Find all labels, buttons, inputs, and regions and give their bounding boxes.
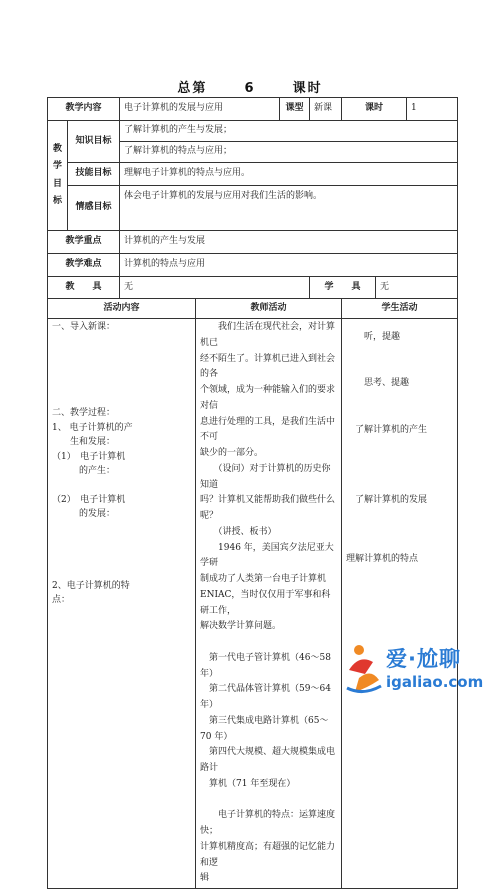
key-point-value: 计算机的产生与发展	[120, 231, 458, 254]
activity-line	[52, 392, 191, 406]
activity-line: 1、 电子计算机的产	[52, 422, 133, 433]
activity-line: 的产生：	[52, 465, 116, 476]
activity-line	[52, 521, 191, 535]
activity-line: 2、电子计算机的特	[52, 581, 130, 592]
difficulty-value: 计算机的特点与应用	[120, 254, 458, 277]
activity-line: （1） 电子计算机	[52, 451, 126, 462]
student-line: 了解计算机的产生	[346, 425, 428, 436]
student-line	[346, 472, 453, 484]
student-line	[346, 402, 453, 414]
activity-line	[52, 478, 191, 492]
teacher-line: 第四代大规模、超大规模集成电路计	[200, 747, 336, 773]
skill-value: 理解电子计算机的特点与应用。	[120, 163, 458, 186]
student-line	[346, 414, 453, 426]
skill-label: 技能目标	[68, 163, 120, 186]
tools-label: 教 具	[48, 277, 120, 299]
difficulty-label: 教学难点	[48, 254, 120, 277]
teacher-line: 辑	[200, 873, 210, 884]
emotion-blank	[120, 208, 458, 231]
activity-line	[52, 565, 191, 579]
activity-line	[52, 349, 191, 363]
teacher-line: 缺少的一部分。	[200, 448, 264, 458]
teacher-line: 我们生活在现代社会，对计算机已	[200, 322, 336, 348]
student-line	[346, 355, 453, 367]
teacher-line: 息进行处理的工具，是我们生活中不可	[200, 416, 336, 443]
emotion-label: 情感目标	[68, 186, 120, 231]
teacher-line: 制成功了人类第一台电子计算机	[200, 574, 327, 584]
activity-line: （2） 电子计算机	[52, 494, 126, 505]
type-label: 课型	[280, 98, 310, 121]
teacher-line: 电子计算机的特点：运算速度快；	[200, 810, 336, 836]
student-line	[346, 530, 453, 542]
student-activity	[342, 319, 458, 889]
knowledge-item-2: 了解计算机的特点与应用；	[120, 142, 458, 163]
student-tools-value: 无	[376, 277, 458, 299]
teacher-line: 经不陌生了。计算机已进入到社会的各	[200, 353, 336, 380]
student-line: 听，提趣	[346, 331, 401, 342]
knowledge-item-1: 了解计算机的产生与发展；	[120, 121, 458, 142]
teacher-line: 解决数学计算问题。	[200, 621, 282, 632]
student-line	[346, 320, 453, 332]
activity-line	[52, 363, 191, 377]
activity-line	[52, 378, 191, 392]
lesson-plan-table	[47, 97, 458, 889]
type-value: 新课	[310, 98, 342, 121]
student-tools-label: 学 具	[310, 277, 376, 299]
goals-group-label: 教 学 目 标	[48, 121, 68, 231]
activity-content	[48, 319, 196, 889]
teacher-line: 1946 年，美国宾夕法尼亚大学研	[200, 542, 334, 569]
teacher-line	[200, 635, 337, 651]
activity-header: 活动内容	[48, 299, 196, 319]
teacher-line: 算机（71 年至现在）	[200, 778, 296, 789]
student-line: 思考、提趣	[346, 378, 410, 389]
student-line: 了解计算机的发展	[346, 495, 428, 506]
activity-line: 的发展：	[52, 509, 116, 520]
student-line: 理解计算机的特点	[346, 553, 419, 564]
tools-value: 无	[120, 277, 310, 299]
activity-line: 一、导入新课：	[52, 322, 116, 332]
title-suffix: 课时	[292, 81, 323, 96]
student-line	[346, 367, 453, 379]
activity-line	[52, 334, 191, 348]
student-line	[346, 519, 453, 531]
student-line	[346, 565, 453, 577]
title-prefix: 总第	[177, 81, 208, 96]
emotion-value: 体会电子计算机的发展与应用对我们生活的影响。	[120, 186, 458, 208]
teacher-line: （讲授、板书）	[200, 526, 277, 537]
teacher-activity	[196, 319, 342, 889]
teacher-line: 第三代集成电路计算机（65～70 年）	[200, 715, 329, 742]
watermark-brand: 爱·尬聊	[386, 647, 461, 671]
teacher-line: 计算机精度高；有超强的记忆能力和逻	[200, 841, 336, 868]
activity-line: 点：	[52, 595, 71, 606]
student-line	[346, 542, 453, 554]
content-value: 电子计算机的发展与应用	[120, 98, 280, 121]
activity-line	[52, 536, 191, 550]
teacher-line: 个领域，成为一种能输入们的要求对信	[200, 385, 336, 411]
teacher-line: 第二代晶体管计算机（59～64 年）	[200, 684, 331, 710]
activity-line: 生和发展：	[52, 437, 116, 448]
student-line	[346, 460, 453, 472]
hours-value: 1	[407, 98, 458, 121]
student-line	[346, 390, 453, 402]
student-line	[346, 449, 453, 461]
knowledge-label: 知识目标	[68, 121, 120, 163]
student-line	[346, 343, 453, 355]
lesson-number: 6	[244, 81, 256, 96]
teacher-line	[200, 793, 337, 809]
activity-line: 二、教学过程：	[52, 408, 116, 419]
hours-label: 课时	[342, 98, 407, 121]
teacher-line: 吗？计算机又能帮助我们做些什么呢？	[200, 495, 336, 521]
teacher-line: 第一代电子管计算机（46～58 年）	[200, 652, 331, 679]
teacher-line: ENIAC，当时仅仅用于军事和科研工作，	[200, 589, 331, 616]
teacher-header: 教师活动	[196, 299, 342, 319]
content-label: 教学内容	[48, 98, 120, 121]
student-line	[346, 507, 453, 519]
student-line	[346, 484, 453, 496]
teacher-line: （设问）对于计算机的历史你知道	[200, 463, 331, 490]
key-point-label: 教学重点	[48, 231, 120, 254]
page-title	[0, 77, 500, 96]
student-header: 学生活动	[342, 299, 458, 319]
watermark-url: igaliao.com	[386, 673, 484, 691]
student-line	[346, 437, 453, 449]
activity-line	[52, 550, 191, 564]
